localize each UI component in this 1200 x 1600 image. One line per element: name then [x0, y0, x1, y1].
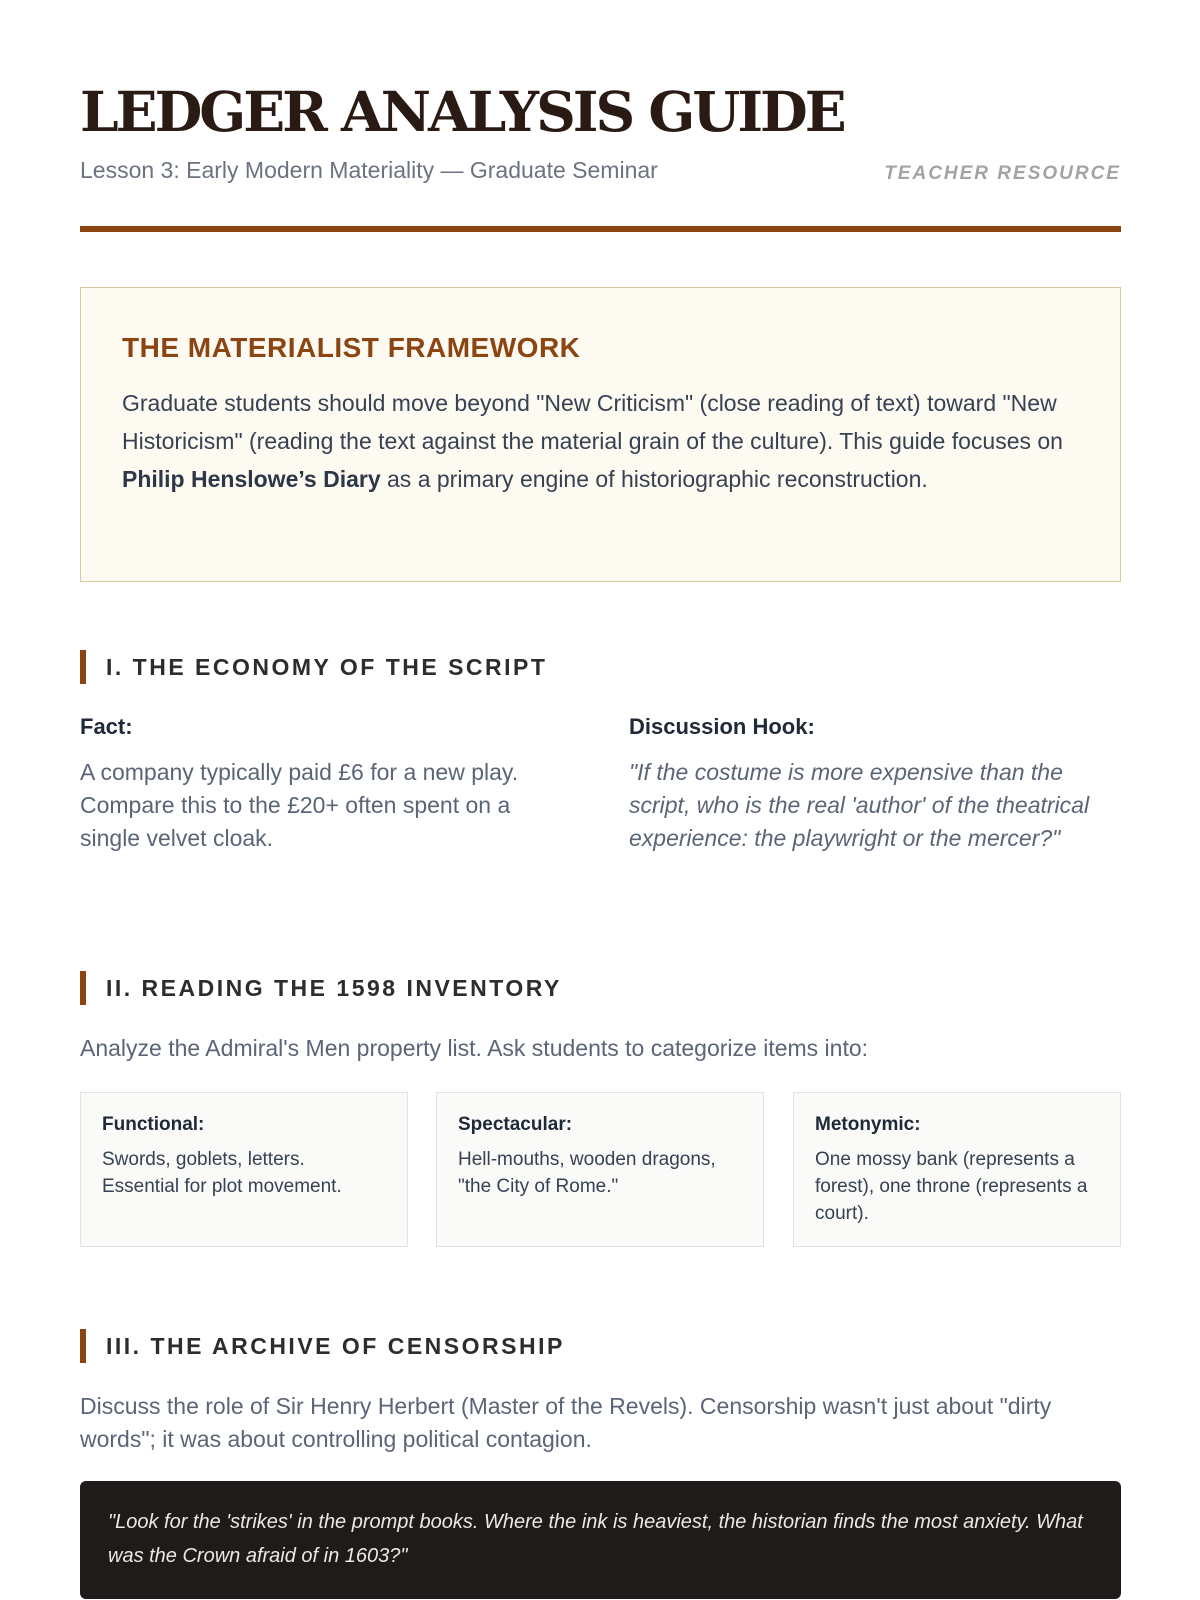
- censorship-quote-box: "Look for the 'strikes' in the prompt books. Where the ink is heaviest, the historian finds the most anxiety. What was the Crown afraid of in 1603?": [80, 1481, 1121, 1599]
- header-divider: [80, 226, 1121, 232]
- framework-heading: THE MATERIALIST FRAMEWORK: [122, 332, 581, 363]
- card-text: Swords, goblets, letters. Essential for plot movement.: [102, 1149, 342, 1197]
- discussion-hook-text: "If the costume is more expensive than the script, who is the real 'author' of the theatrical experience: the playwright or the mercer?": [629, 759, 1090, 851]
- category-card-metonymic: [793, 1092, 1121, 1247]
- section-3-intro: Discuss the role of Sir Henry Herbert (Master of the Revels). Censorship wasn't just about "dirty words"; it was about controlling political contagion.: [80, 1393, 1052, 1452]
- discussion-hook-label: Discussion Hook:: [629, 714, 815, 739]
- card-label: Metonymic:: [815, 1114, 921, 1135]
- card-text: Hell-mouths, wooden dragons, "the City of Rome.": [458, 1149, 716, 1197]
- framework-box: [80, 287, 1121, 582]
- section-3-heading: III. THE ARCHIVE OF CENSORSHIP: [80, 1329, 565, 1363]
- category-card-spectacular: [436, 1092, 764, 1247]
- framework-text-before: Graduate students should move beyond "New Criticism" (close reading of text) toward "New Historicism" (reading the text against the material grain of the culture). This guide focuses on: [122, 390, 1063, 454]
- framework-text: [122, 384, 1079, 498]
- section-1-heading: I. THE ECONOMY OF THE SCRIPT: [80, 650, 547, 684]
- category-card-functional: [80, 1092, 408, 1247]
- card-text: One mossy bank (represents a forest), one throne (represents a court).: [815, 1149, 1088, 1224]
- page-title: LEDGER ANALYSIS GUIDE: [80, 79, 844, 144]
- framework-text-bold: Philip Henslowe’s Diary: [122, 466, 381, 492]
- framework-text-after: as a primary engine of historiographic reconstruction.: [380, 466, 928, 492]
- fact-label: Fact:: [80, 714, 133, 739]
- card-label: Spectacular:: [458, 1114, 573, 1135]
- page-subtitle: Lesson 3: Early Modern Materiality — Graduate Seminar: [80, 157, 658, 183]
- section-2-intro: Analyze the Admiral's Men property list. Ask students to categorize items into:: [80, 1035, 869, 1061]
- section-2-heading: II. READING THE 1598 INVENTORY: [80, 971, 562, 1005]
- fact-text: A company typically paid £6 for a new play. Compare this to the £20+ often spent on a single velvet cloak.: [80, 759, 519, 851]
- teacher-resource-badge: TEACHER RESOURCE: [884, 163, 1121, 184]
- card-label: Functional:: [102, 1114, 205, 1135]
